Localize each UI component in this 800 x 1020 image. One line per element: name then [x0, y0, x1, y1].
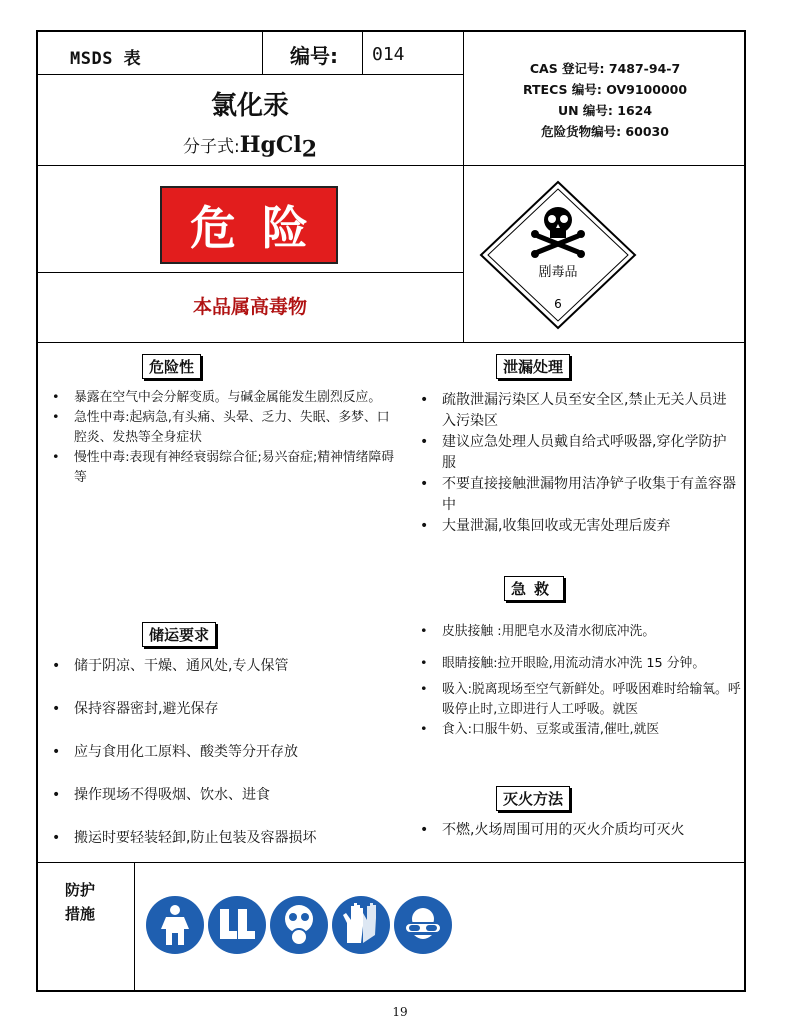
- list-item: • 应与食用化工原料、酸类等分开存放: [52, 742, 402, 763]
- safety-goggles-icon: [394, 896, 452, 954]
- divider: [36, 862, 746, 863]
- list-item: • 疏散泄漏污染区人员至安全区,禁止无关人员进入污染区: [420, 390, 740, 432]
- protection-icons: [146, 896, 452, 956]
- first-aid-section-title: 急救: [504, 576, 564, 601]
- list-item: • 慢性中毒:表现有神经衰弱综合征;易兴奋症;精神情绪障碍等: [52, 448, 400, 488]
- hazard-class-number: 6: [554, 297, 562, 311]
- molecular-formula: [40, 132, 460, 162]
- cas-number: CAS 登记号: 7487-94-7: [529, 61, 681, 76]
- fire-list: [420, 820, 720, 841]
- protective-suit-icon: [146, 896, 204, 954]
- respirator-mask-icon: [270, 896, 328, 954]
- msds-title: MSDS 表: [70, 49, 142, 69]
- list-item: • 保持容器密封,避光保存: [52, 699, 402, 720]
- hazard-section-title: 危险性: [142, 354, 201, 379]
- protective-gloves-icon: [332, 896, 390, 954]
- list-item: • 急性中毒:起病急,有头痛、头晕、乏力、失眠、多梦、口腔炎、发热等全身症状: [52, 408, 400, 448]
- divider: [463, 30, 464, 342]
- divider: [36, 165, 746, 166]
- safety-boots-icon: [208, 896, 266, 954]
- fire-section-title: 灭火方法: [496, 786, 570, 811]
- divider: [36, 272, 464, 273]
- first-aid-list: [420, 622, 742, 740]
- list-item: • 建议应急处理人员戴自给式呼吸器,穿化学防护服: [420, 432, 740, 474]
- hazard-list: [52, 388, 400, 488]
- list-item: • 吸入:脱离现场至空气新鲜处。呼吸困难时给输氧。呼吸停止时,立即进行人工呼吸。就医: [420, 680, 742, 720]
- list-item: • 不燃,火场周围可用的灭火介质均可灭火: [420, 820, 720, 841]
- leak-section-title: 泄漏处理: [496, 354, 570, 379]
- formula-subscript: 2: [301, 136, 318, 163]
- divider: [262, 30, 263, 74]
- divider: [134, 862, 135, 992]
- divider: [36, 74, 464, 75]
- danger-label: 危险: [160, 186, 338, 264]
- list-item: • 眼睛接触:拉开眼睑,用流动清水冲洗 15 分钟。: [420, 654, 742, 674]
- rtecs-number: RTECS 编号: OV9100000: [522, 82, 688, 97]
- divider: [36, 342, 746, 343]
- formula-label: 分子式:: [182, 137, 240, 157]
- storage-list: [52, 656, 402, 849]
- list-item: • 暴露在空气中会分解变质。与碱金属能发生剧烈反应。: [52, 388, 400, 408]
- list-item: • 搬运时要轻装轻卸,防止包装及容器损坏: [52, 828, 402, 849]
- number-value: 014: [372, 44, 405, 65]
- page-number: 19: [392, 1005, 408, 1019]
- formula-main: HgCl: [239, 132, 302, 158]
- list-item: • 皮肤接触 :用肥皂水及清水彻底冲洗。: [420, 622, 742, 642]
- list-item: • 操作现场不得吸烟、饮水、进食: [52, 785, 402, 806]
- chemical-name: 氯化汞: [210, 91, 289, 121]
- toxicity-note: 本品属高毒物: [192, 296, 307, 318]
- list-item: • 储于阴凉、干燥、通风处,专人保管: [52, 656, 402, 677]
- symbol-label: 剧毒品: [538, 265, 578, 280]
- un-number: UN 编号: 1624: [557, 103, 653, 118]
- dangerous-goods-number: 危险货物编号: 60030: [541, 124, 669, 139]
- list-item: • 大量泄漏,收集回收或无害处理后废弃: [420, 516, 740, 537]
- number-label: 编号:: [290, 44, 338, 68]
- leak-list: [420, 390, 740, 537]
- divider: [362, 30, 363, 74]
- identifier-block: [466, 58, 744, 142]
- protection-label: 防护措施: [64, 881, 95, 923]
- skull-crossbones-icon: [478, 180, 638, 330]
- list-item: • 不要直接接触泄漏物用洁净铲子收集于有盖容器中: [420, 474, 740, 516]
- list-item: • 食入:口服牛奶、豆浆或蛋清,催吐,就医: [420, 720, 742, 740]
- storage-section-title: 储运要求: [142, 622, 216, 647]
